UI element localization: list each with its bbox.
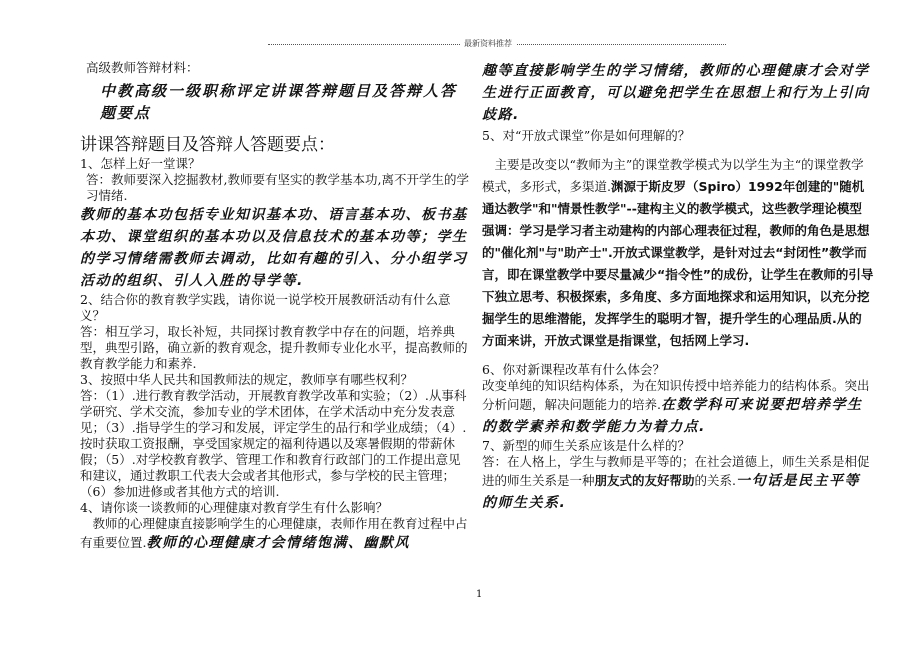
- section-heading: 讲课答辩题目及答辩人答题要点：: [80, 135, 335, 155]
- answer-4-text: 教师的心理健康直接影响学生的心理健康，表师作用在教育过程中占有重要位置.: [80, 516, 468, 550]
- answer-4-handwritten: 教师的心理健康才会情绪饱满、幽默风: [146, 535, 410, 551]
- header-label: 最新资料推荐: [460, 38, 516, 49]
- question-4: 4、请你谈一谈教师的心理健康对教育学生有什么影响？: [80, 500, 388, 515]
- answer-6-text: 改变单纯的知识结构体系，为在知识传授中培养能力的结构体系。突出分析问题，解决问题能力的培养.: [482, 378, 870, 412]
- answer-2: 答：相互学习，取长补短，共同探讨教育教学中存在的问题，培养典型，典型引路，确立新的教育观念，提升教师专业化水平，提高教师的教育教学能力和素养.: [80, 324, 468, 371]
- question-1: 1、怎样上好一堂课？: [80, 156, 201, 171]
- answer-6-handwritten: 在数学科可来说要把培养学生的数学素养和数学能力为着力点.: [482, 397, 863, 435]
- question-6: 6、你对新课程改革有什么体会？: [482, 362, 665, 377]
- answer-1: 答：教师要深入挖掘教材,教师要有坚实的教学基本功,离不开学生的学习情绪.: [86, 172, 469, 203]
- answer-5-bold: 渊源于斯皮罗（Spiro）1992年创建的"随机通达教学"和"情景性教学"--建构主义的教学模式，这些教学理论模型强调：学习是学习者主动建构的内部心理表征过程，教师的角色是思想的"催化剂"与"助产士".开放式课堂教学，是针对过去“封闭性”教学而言，即在课堂教学中要尽量减少“指令性”的成份，让学生在教师的引导下独立思考、积极探索，多角度、多方面地探求和运用知识，以充分挖掘学生的思维潜能，发挥学生的聪明才智，提升学生的心理品质.从的方面来讲，开放式课堂是指课堂，包括网上学习.: [482, 179, 874, 348]
- subtitle: 高级教师答辩材料：: [86, 60, 199, 75]
- question-2: 2、结合你的教育教学实践，请你说一说学校开展教研活动有什么意义？: [80, 292, 451, 323]
- answer-1-handwritten: 教师的基本功包括专业知识基本功、语言基本功、板书基本功、课堂组织的基本功以及信息技术的基本功等；学生的学习情绪需教师去调动，比如有趣的引入、分小组学习活动的组织、引人入胜的导学等.: [80, 207, 468, 289]
- answer-5-text: 主要是改变以“教师为主”的课堂教学模式为以学生为主“的课堂教学模式，多形式，多渠道.: [482, 157, 864, 194]
- answer-7-handwritten: 一句话是民主平等的师生关系.: [482, 473, 861, 511]
- answer-5: [482, 154, 874, 352]
- answer-7-text: 答：在人格上，学生与教师是平等的；在社会道德上，师生关系是相促进的师生关系是一种: [482, 454, 870, 488]
- title-handwritten: 中教高级一级职称评定讲课答辩题目及答辩人答题要点: [100, 82, 458, 122]
- question-7: 7、新型的师生关系应该是什么样的？: [482, 438, 690, 453]
- answer-4: [80, 516, 470, 554]
- question-5: 5、对“开放式课堂”你是如何理解的？: [482, 128, 691, 143]
- answer-3: 答：（1）.进行教育教学活动，开展教育教学改革和实验；（2）.从事科学研究、学术交流，参加专业的学术团体，在学术活动中充分发表意见；（3）.指导学生的学习和发展，评定学生的品行和学业成绩；（4）.按时获取工资报酬，享受国家规定的福利待遇以及寒暑假期的带薪休假；（5）.对学校教育教学、管理工作和教育行政部门的工作提出意见和建议，通过教职工代表大会或者其他形式，参与学校的民主管理；（6）参加进修或者其他方式的培训.: [80, 388, 467, 499]
- answer-7-text-end: 的关系.: [694, 473, 737, 488]
- right-column: [482, 60, 874, 514]
- page-number: 1: [476, 589, 483, 600]
- question-3: 3、按照中华人民共和国教师法的规定，教师享有哪些权利？: [80, 372, 413, 387]
- answer-7-bold: 朋友式的友好帮助: [594, 473, 695, 488]
- answer-7: [482, 454, 874, 514]
- answer-6: [482, 378, 874, 438]
- continued-handwritten: 趣等直接影响学生的学习情绪，教师的心理健康才会对学生进行正面教育，可以避免把学生在思想上和行为上引向歧路.: [482, 63, 870, 123]
- left-column: [80, 60, 470, 554]
